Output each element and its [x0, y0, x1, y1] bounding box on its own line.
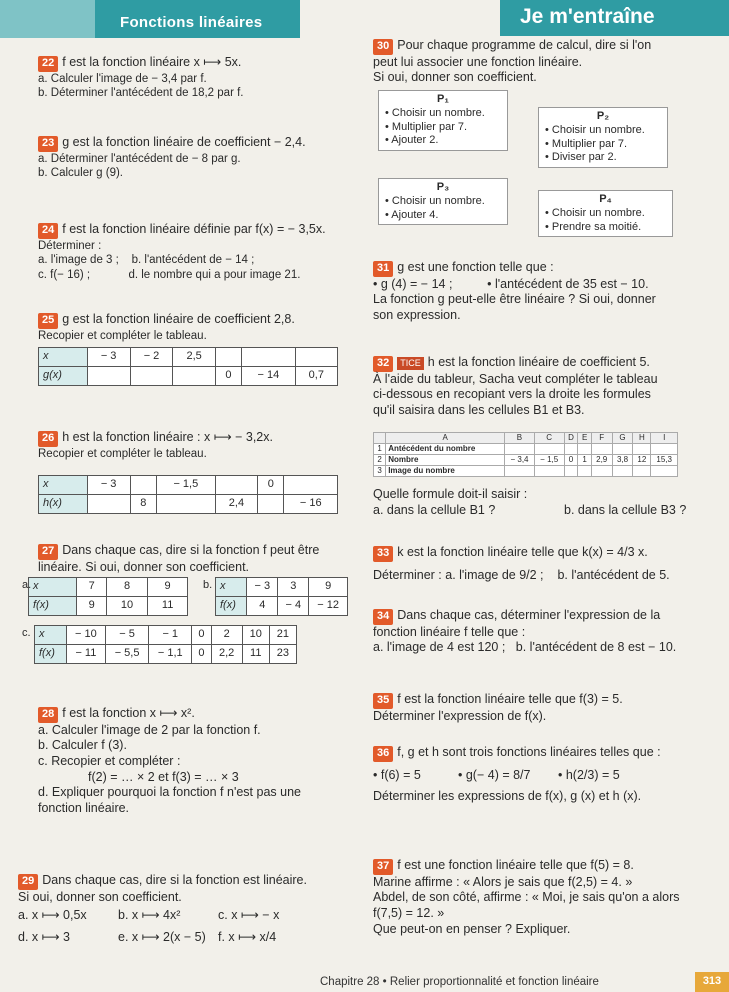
program-p4: P₄ • Choisir un nombre. • Prendre sa moitié.: [538, 190, 673, 237]
exercise-text-2: Si oui, donner son coefficient.: [18, 889, 182, 904]
question-a: a. Déterminer l'antécédent de − 8 par g.: [38, 152, 241, 165]
program-p3: P₃ • Choisir un nombre. • Ajouter 4.: [378, 178, 508, 225]
question-b: b. Déterminer l'antécédent de 18,2 par f.: [38, 87, 244, 100]
exercise-36: 36 f, g et h sont trois fonctions linéaires telles que : • f(6) = 5 • g(− 4) = 8/7 • h(2/3) = 5 Déterminer les expressions de f(x), g (x) et h (x).: [373, 745, 661, 804]
question-d: d. le nombre qui a pour image 21.: [128, 268, 301, 281]
tice-badge: TICE: [397, 357, 424, 370]
exercise-23: [38, 135, 306, 181]
exercise-number: 34: [373, 609, 393, 625]
exercise-number: 33: [373, 546, 393, 562]
exercise-30: [373, 38, 723, 86]
exercise-27: [38, 543, 358, 575]
question-d: d. Expliquer pourquoi la fonction f n'est pas une: [38, 785, 301, 800]
exercise-number: 30: [373, 39, 393, 55]
exercise-25: [38, 312, 338, 386]
section-title: Fonctions linéaires: [120, 14, 263, 31]
exercise-text: Dans chaque cas, dire si la fonction est linéaire.: [42, 873, 307, 887]
exercise-28: [38, 706, 358, 817]
question-c: c. f(− 16) ;: [38, 268, 91, 281]
section-subtitle: Je m'entraîne: [520, 5, 655, 28]
question-b: b. Calculer f (3).: [38, 738, 127, 753]
exercise-number: 24: [38, 223, 58, 239]
exercise-text: g est la fonction linéaire de coefficient − 2,4.: [62, 135, 306, 149]
exercise-text-3: Si oui, donner son coefficient.: [373, 70, 537, 85]
exercise-number: 35: [373, 693, 393, 709]
exercise-number: 29: [18, 874, 38, 890]
question-a: a. Calculer l'image de 2 par la fonction f.: [38, 722, 261, 737]
exercise-number: 25: [38, 313, 58, 329]
table-27c: c. x − 10 − 5 − 1 0 2 10 21 f(x) − 11 − 5,5 − 1,1 0 2,2 11 23: [34, 625, 297, 664]
exercise-number: 36: [373, 746, 393, 762]
question-b: b. Calculer g (9).: [38, 167, 124, 180]
exercise-text: f est la fonction linéaire définie par f(x) = − 3,5x.: [62, 222, 326, 236]
question-b: b. l'antécédent de − 14 ;: [131, 254, 255, 267]
exercise-number: 37: [373, 859, 393, 875]
question-a: a. l'image de 3 ;: [38, 254, 119, 267]
exercise-35: 35 f est la fonction linéaire telle que f(3) = 5. Déterminer l'expression de f(x).: [373, 692, 623, 723]
exercise-number: 32: [373, 356, 393, 372]
value-table: x − 3 − 2 2,5 g(x) 0 − 14 0,7: [38, 347, 338, 386]
exercise-number: 27: [38, 544, 58, 560]
exercise-text: g est une fonction telle que :: [397, 260, 554, 274]
program-p1: P₁ • Choisir un nombre. • Multiplier par 7. • Ajouter 2.: [378, 90, 508, 151]
exercise-34: 34 Dans chaque cas, déterminer l'expression de la fonction linéaire f telle que : a. l'image de 4 est 120 ; b. l'antécédent de 8 est − 10.: [373, 608, 677, 655]
question-c: c. Recopier et compléter :: [38, 754, 181, 768]
exercise-29: 29 Dans chaque cas, dire si la fonction est linéaire. Si oui, donner son coefficient. a. x ⟼ 0,5x b. x ⟼ 4x² c. x ⟼ − x d. x ⟼ 3 e. x ⟼ 2(x − 5) f. x ⟼ x/4: [18, 873, 358, 946]
question-d-cont: fonction linéaire.: [38, 800, 130, 815]
exercise-24: [38, 222, 358, 282]
value-table: x − 3 − 1,5 0 h(x) 8 2,4 − 16: [38, 475, 338, 514]
chapter-footer: Chapitre 28 • Relier proportionnalité et fonction linéaire: [320, 976, 599, 988]
page-number: 313: [695, 972, 729, 992]
exercise-32-questions: Quelle formule doit-il saisir : a. dans la cellule B1 ? b. dans la cellule B3 ?: [373, 487, 687, 517]
exercise-number: 26: [38, 431, 58, 447]
exercise-number: 22: [38, 56, 58, 72]
spreadsheet: A B C D E F G H I 1 Antécédent du nombre 2 Nombre − 3,4 − 1,5 0 1 2,9 3,8 12 15,3 3 Image du nombre: [373, 432, 678, 477]
exercise-text: Dans chaque cas, dire si la fonction f peut être: [62, 543, 320, 557]
exercise-text: g est la fonction linéaire de coefficient 2,8.: [62, 312, 295, 326]
exercise-number: 31: [373, 261, 393, 277]
exercise-text-2: peut lui associer une fonction linéaire.: [373, 54, 583, 69]
exercise-text: f est la fonction linéaire x ⟼ 5x.: [62, 55, 242, 69]
exercise-37: 37 f est une fonction linéaire telle que f(5) = 8. Marine affirme : « Alors je sais que f(2,5) = 4. » Abdel, de son côté, affirme : « Moi, je sais qu'on a alors f(7,5) = 12. » Que peut-on en penser ? Expliquer.: [373, 858, 680, 936]
exercise-33: 33 k est la fonction linéaire telle que k(x) = 4/3 x. Déterminer : a. l'image de 9/2 ; b. l'antécédent de 5.: [373, 545, 670, 582]
exercise-text: h est la fonction linéaire : x ⟼ − 3,2x.: [62, 430, 273, 444]
table-27a: a. x 7 8 9 f(x) 9 10 11: [28, 577, 188, 616]
table-27b: b. x − 3 3 9 f(x) 4 − 4 − 12: [215, 577, 348, 616]
section-banner-left: [0, 0, 300, 38]
exercise-22: [38, 55, 243, 101]
exercise-32: 32 TICE h est la fonction linéaire de coefficient 5. À l'aide du tableur, Sacha veut compléter le tableau ci-dessous en recopiant vers la droite les formules qu'il saisira dans les cellules B1 et B3.: [373, 355, 658, 417]
section-banner-right: [500, 0, 729, 36]
instruction: Déterminer :: [38, 239, 102, 252]
exercise-text: Pour chaque programme de calcul, dire si l'on: [397, 38, 652, 52]
exercise-26: [38, 430, 338, 514]
instruction: Recopier et compléter le tableau.: [38, 447, 207, 460]
exercise-31: 31 g est une fonction telle que : • g (4) = − 14 ; • l'antécédent de 35 est − 10. La fonction g peut-elle être linéaire ? Si oui, donner son expression.: [373, 260, 656, 322]
exercise-number: 28: [38, 707, 58, 723]
question-a: a. Calculer l'image de − 3,4 par f.: [38, 72, 207, 85]
instruction: Recopier et compléter le tableau.: [38, 329, 207, 342]
formula: f(2) = … × 2 et f(3) = … × 3: [88, 769, 239, 784]
exercise-text: f est la fonction x ⟼ x².: [62, 706, 195, 720]
program-p2: P₂ • Choisir un nombre. • Multiplier par 7. • Diviser par 2.: [538, 107, 668, 168]
exercise-number: 23: [38, 136, 58, 152]
exercise-text-2: linéaire. Si oui, donner son coefficient.: [38, 559, 250, 574]
